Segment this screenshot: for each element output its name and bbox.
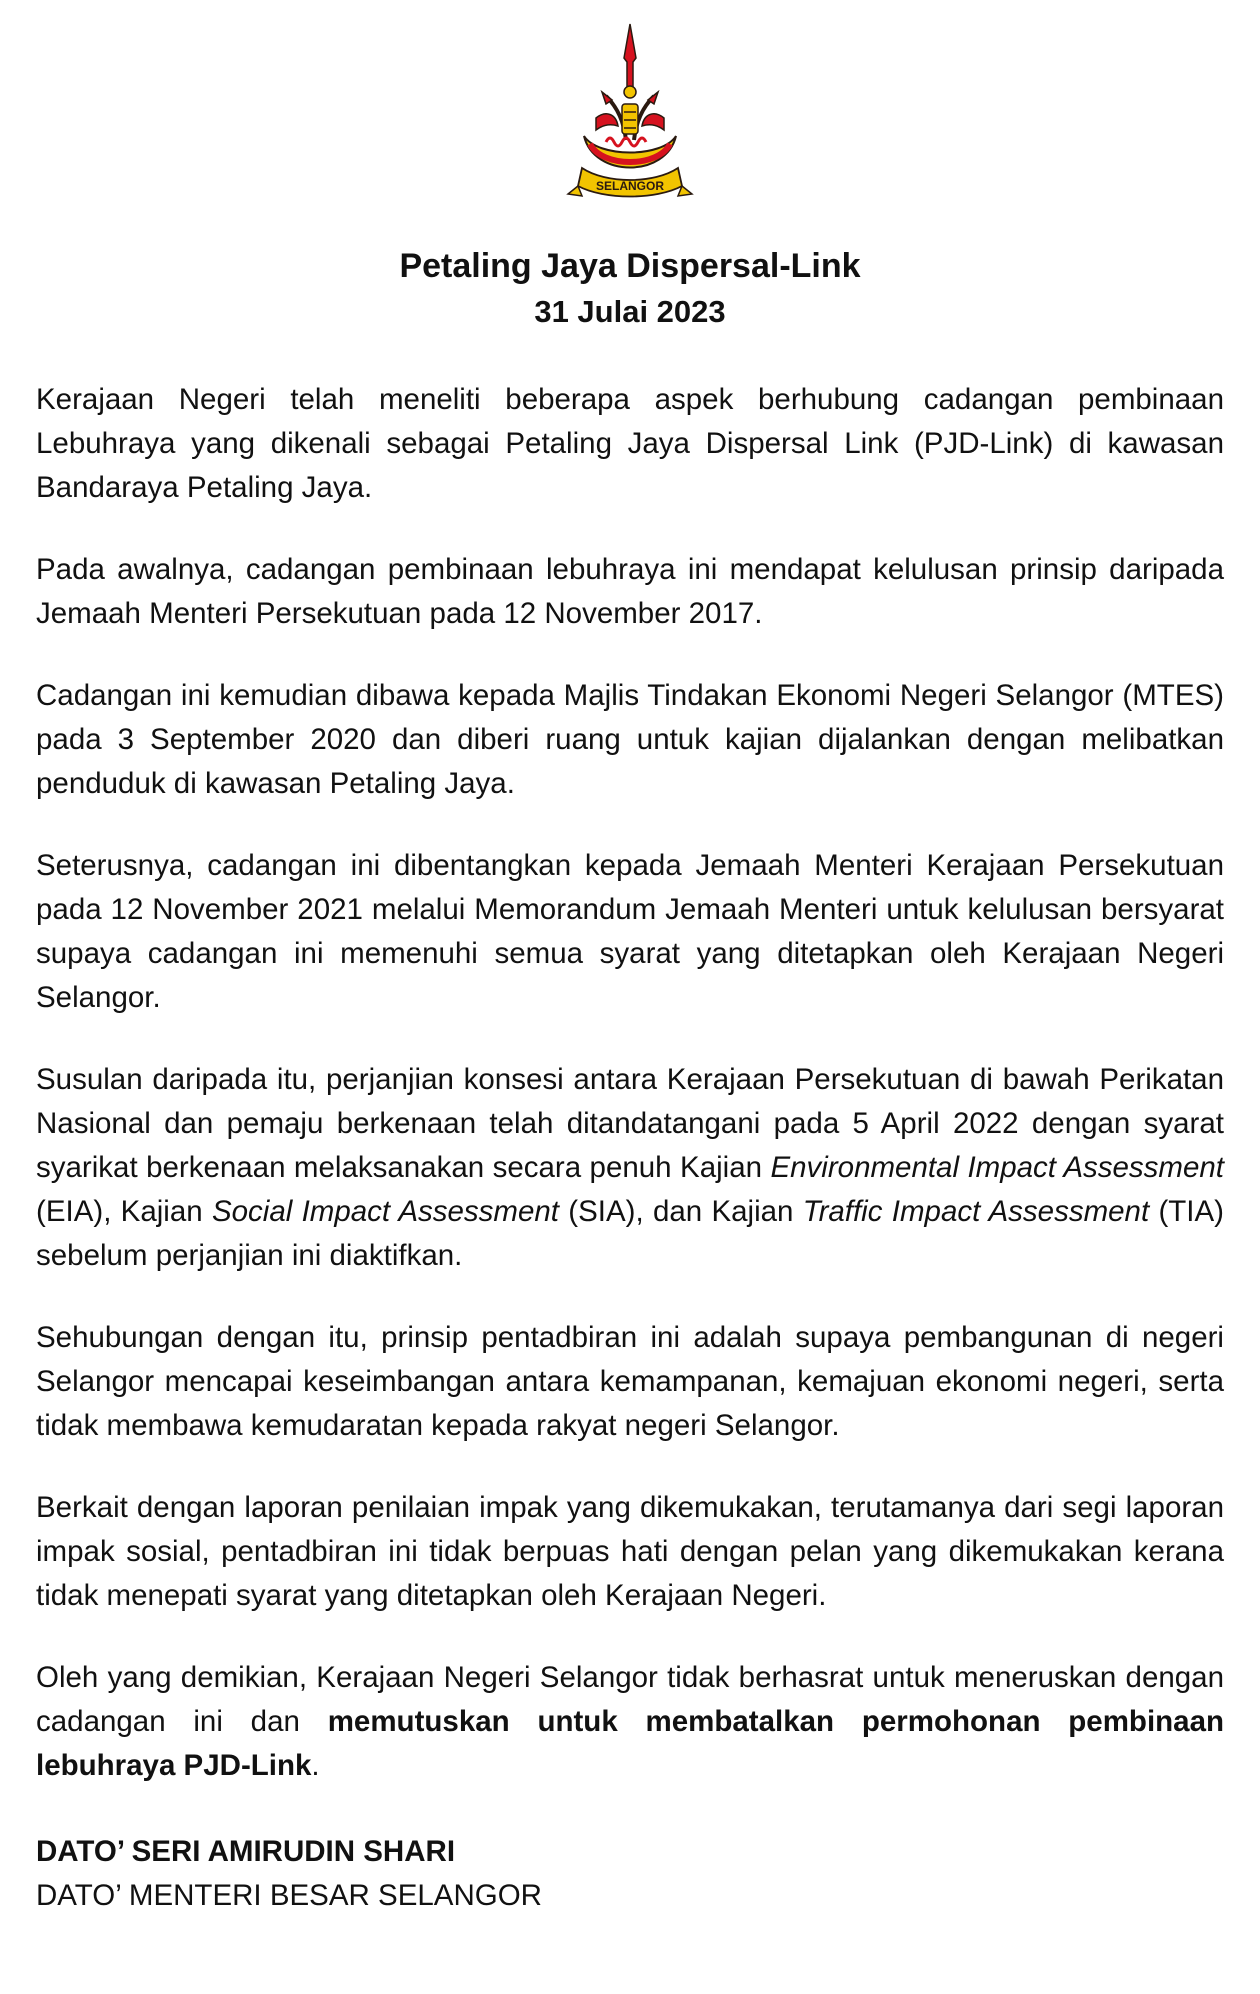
- paragraph-8-text-1: Oleh yang demikian, Kerajaan Negeri Selangor tidak berhasrat untuk meneruskan dengan cadangan ini dan: [36, 1661, 1224, 1738]
- signatory-position: DATO’ MENTERI BESAR SELANGOR: [36, 1879, 542, 1912]
- selangor-crest-icon: [566, 18, 694, 218]
- paragraph-2: Pada awalnya, cadangan pembinaan lebuhraya ini mendapat kelulusan prinsip daripada Jemaah Menteri Persekutuan pada 12 November 2017.: [36, 553, 1224, 630]
- paragraph-8-text-2: .: [311, 1749, 320, 1782]
- eia-term: Environmental Impact Assessment: [770, 1151, 1224, 1184]
- paragraph-1: Kerajaan Negeri telah meneliti beberapa aspek berhubung cadangan pembinaan Lebuhraya yang dikenali sebagai Petaling Jaya Dispersal Link (PJD-Link) di kawasan Bandaraya Petaling Jaya.: [36, 383, 1224, 504]
- paragraph-5: [36, 1058, 1224, 1278]
- statement-date: 31 Julai 2023: [534, 294, 726, 329]
- paragraph-3: Cadangan ini kemudian dibawa kepada Majlis Tindakan Ekonomi Negeri Selangor (MTES) pada 3 September 2020 dan diberi ruang untuk kajian dijalankan dengan melibatkan penduduk di kawasan Petaling Jaya.: [36, 679, 1224, 800]
- signature-block: [36, 1830, 1224, 1918]
- paragraph-5-text-4: (TIA) sebelum perjanjian ini diaktifkan.: [36, 1195, 1224, 1272]
- signatory-name: DATO’ SERI AMIRUDIN SHARI: [36, 1835, 456, 1868]
- tia-term: Traffic Impact Assessment: [802, 1195, 1150, 1228]
- paragraph-7: Berkait dengan laporan penilaian impak yang dikemukakan, terutamanya dari segi laporan impak sosial, pentadbiran ini tidak berpuas hati dengan pelan yang dikemukakan kerana tidak menepati syarat yang ditetapkan oleh Kerajaan Negeri.: [36, 1491, 1224, 1612]
- paragraph-5-text-2: (EIA), Kajian: [36, 1195, 212, 1228]
- paragraph-8: [36, 1656, 1224, 1788]
- paragraph-6: Sehubungan dengan itu, prinsip pentadbiran ini adalah supaya pembangunan di negeri Selangor mencapai keseimbangan antara kemampanan, kemajuan ekonomi negeri, serta tidak membawa kemudaratan kepada rakyat negeri Selangor.: [36, 1321, 1224, 1442]
- paragraph-5-text-1: Susulan daripada itu, perjanjian konsesi antara Kerajaan Persekutuan di bawah Perikatan Nasional dan pemaju berkenaan telah ditandatangani pada 5 April 2022 dengan syarat syarikat berkenaan melaksanakan secara penuh Kajian: [36, 1063, 1224, 1184]
- sia-term: Social Impact Assessment: [211, 1195, 559, 1228]
- crest-banner-text: SELANGOR: [595, 179, 665, 193]
- decision-statement: memutuskan untuk membatalkan permohonan pembinaan lebuhraya PJD-Link: [36, 1705, 1224, 1782]
- statement-body: [36, 378, 1224, 1918]
- paragraph-5-text-3: (SIA), dan Kajian: [558, 1195, 803, 1228]
- statement-title: Petaling Jaya Dispersal-Link: [399, 247, 861, 285]
- paragraph-4: Seterusnya, cadangan ini dibentangkan kepada Jemaah Menteri Kerajaan Persekutuan pada 12 November 2021 melalui Memorandum Jemaah Menteri untuk kelulusan bersyarat supaya cadangan ini memenuhi semua syarat yang ditetapkan oleh Kerajaan Negeri Selangor.: [36, 849, 1224, 1014]
